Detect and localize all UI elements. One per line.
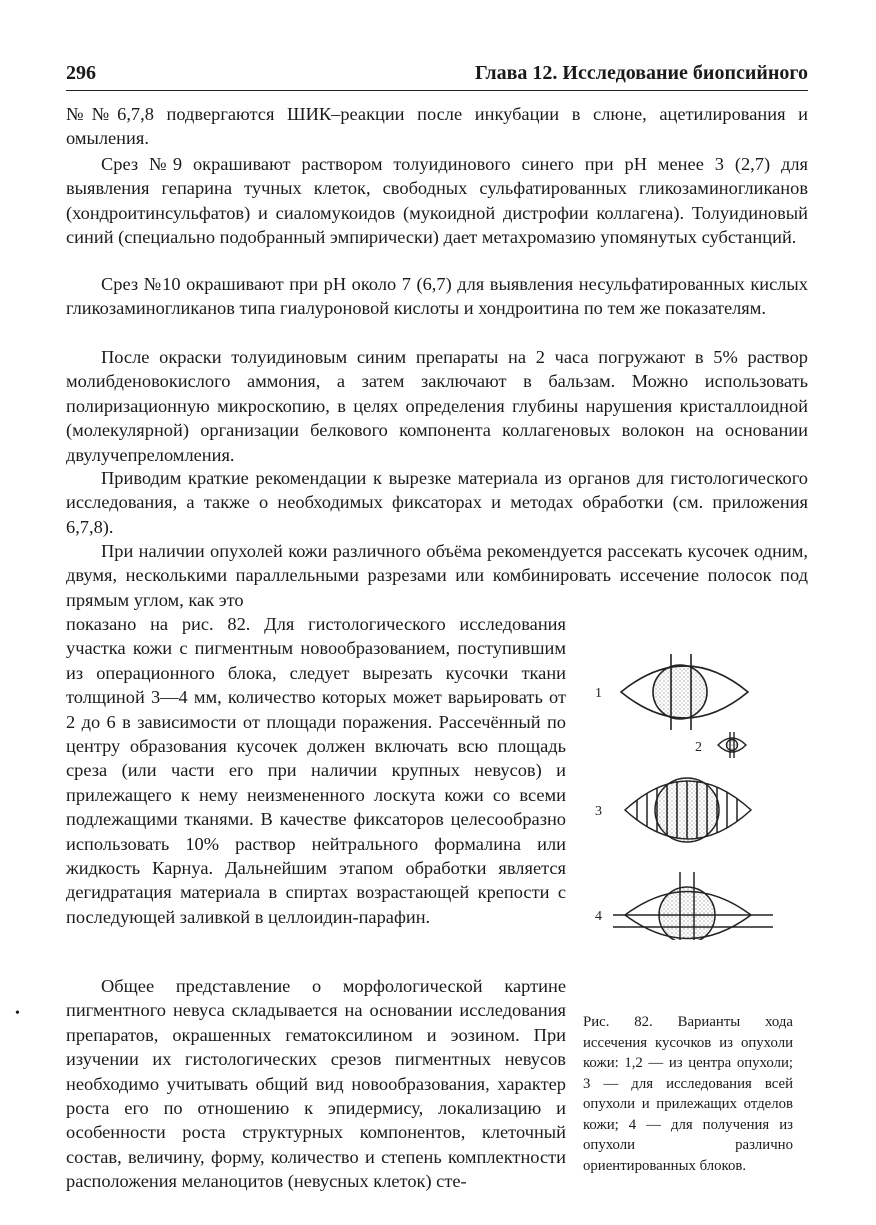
variant-2-diagram	[718, 732, 746, 758]
figure-label-4: 4	[595, 909, 602, 924]
figure-82-diagram	[583, 640, 793, 940]
figure-label-1: 1	[595, 686, 602, 701]
figure-label-3: 3	[595, 804, 602, 819]
paragraph-6: При наличии опухолей кожи различного объёма рекомендуется рассекать кусочек одним, двумя, несколькими параллельными разрезами или комбинировать иссечение полосок под прямым углом, как это	[66, 541, 808, 610]
figure-label-2: 2	[695, 740, 702, 755]
paragraph-6-continued: показано на рис. 82. Для гистологического исследования участка кожи с пигментным новообразованием, поступившим из операционного блока, следует вырезать кусочки ткани толщиной 3—4 мм, количество которых может варьировать от 2 до 6 в зависимости от площади поражения. Рассечённый по центру образования кусочек должен включать всю площадь среза (или части его при наличии крупных невусов) и прилежащего к нему неизмененного лоскута кожи со всеми подлежащими тканями. В качестве фиксаторов целесообразно использовать 10% раствор нейтрального формалина или жидкость Карнуа. Дальнейшим этапом обработки является дегидратация материала в спиртах возрастающей крепости с последующей заливкой в целлоидин-парафин.	[66, 614, 566, 927]
variant-3-diagram	[625, 765, 751, 855]
paragraph-2: Срез №9 окрашивают раствором толуидинового синего при pH менее 3 (2,7) для выявления гепарина тучных клеток, свободных сульфатированных гликозаминогликанов (хондроитинсульфатов) и сиаломукоидов (мукоидной дистрофии коллагена). Толуидиновый синий (специально подобранный эмпирически) дает метахромазию упомянутых субстанций.	[66, 154, 808, 248]
chapter-title: Глава 12. Исследование биопсийного	[474, 62, 808, 84]
paragraph-4: После окраски толуидиновым синим препараты на 2 часа погружают в 5% раствор молибденовокислого аммония, а затем заключают в бальзам. Можно использовать полиризационную микроскопию, в целях определения глубины нарушения кристаллоидной (молекулярной) организации белкового компонента коллагеновых волокон на основании двулучепреломления.	[66, 347, 808, 465]
figure-82	[583, 640, 793, 940]
margin-mark: •	[15, 1006, 20, 1021]
page-number: 296	[66, 62, 96, 84]
figure-caption: Рис. 82. Варианты хода иссечения кусочков из опухоли кожи: 1,2 — из центра опухоли; 3 — для исследования всей опухоли и прилежащих отделов кожи; 4 — для получения из опухоли различно ориентированных блоков.	[583, 1014, 793, 1174]
variant-1-diagram	[621, 654, 748, 730]
running-header	[66, 62, 808, 91]
paragraph-5: Приводим краткие рекомендации к вырезке материала из органов для гистологического исследования, а также о необходимых фиксаторах и методах обработки (см. приложения 6,7,8).	[66, 468, 808, 537]
paragraph-7: Общее представление о морфологической картине пигментного невуса складывается на основании исследования препаратов, окрашенных гематоксилином и эозином. При изучении их гистологических срезов пигментных невусов необходимо учитывать общий вид новообразования, характер роста его по отношению к эпидермису, локализацию и особенности роста структурных компонентов, клеточный состав, величину, форму, количество и степень комплектности расположения меланоцитов (невусных клеток) сте-	[66, 976, 566, 1192]
variant-4-diagram	[613, 872, 773, 940]
paragraph-1: №№6,7,8 подвергаются ШИК–реакции после инкубации в слюне, ацетилирования и омыления.	[66, 104, 808, 149]
paragraph-3: Срез №10 окрашивают при pH около 7 (6,7) для выявления несульфатированных кислых гликозаминогликанов типа гиалуроновой кислоты и хондроитина по тем же показателям.	[66, 274, 808, 319]
